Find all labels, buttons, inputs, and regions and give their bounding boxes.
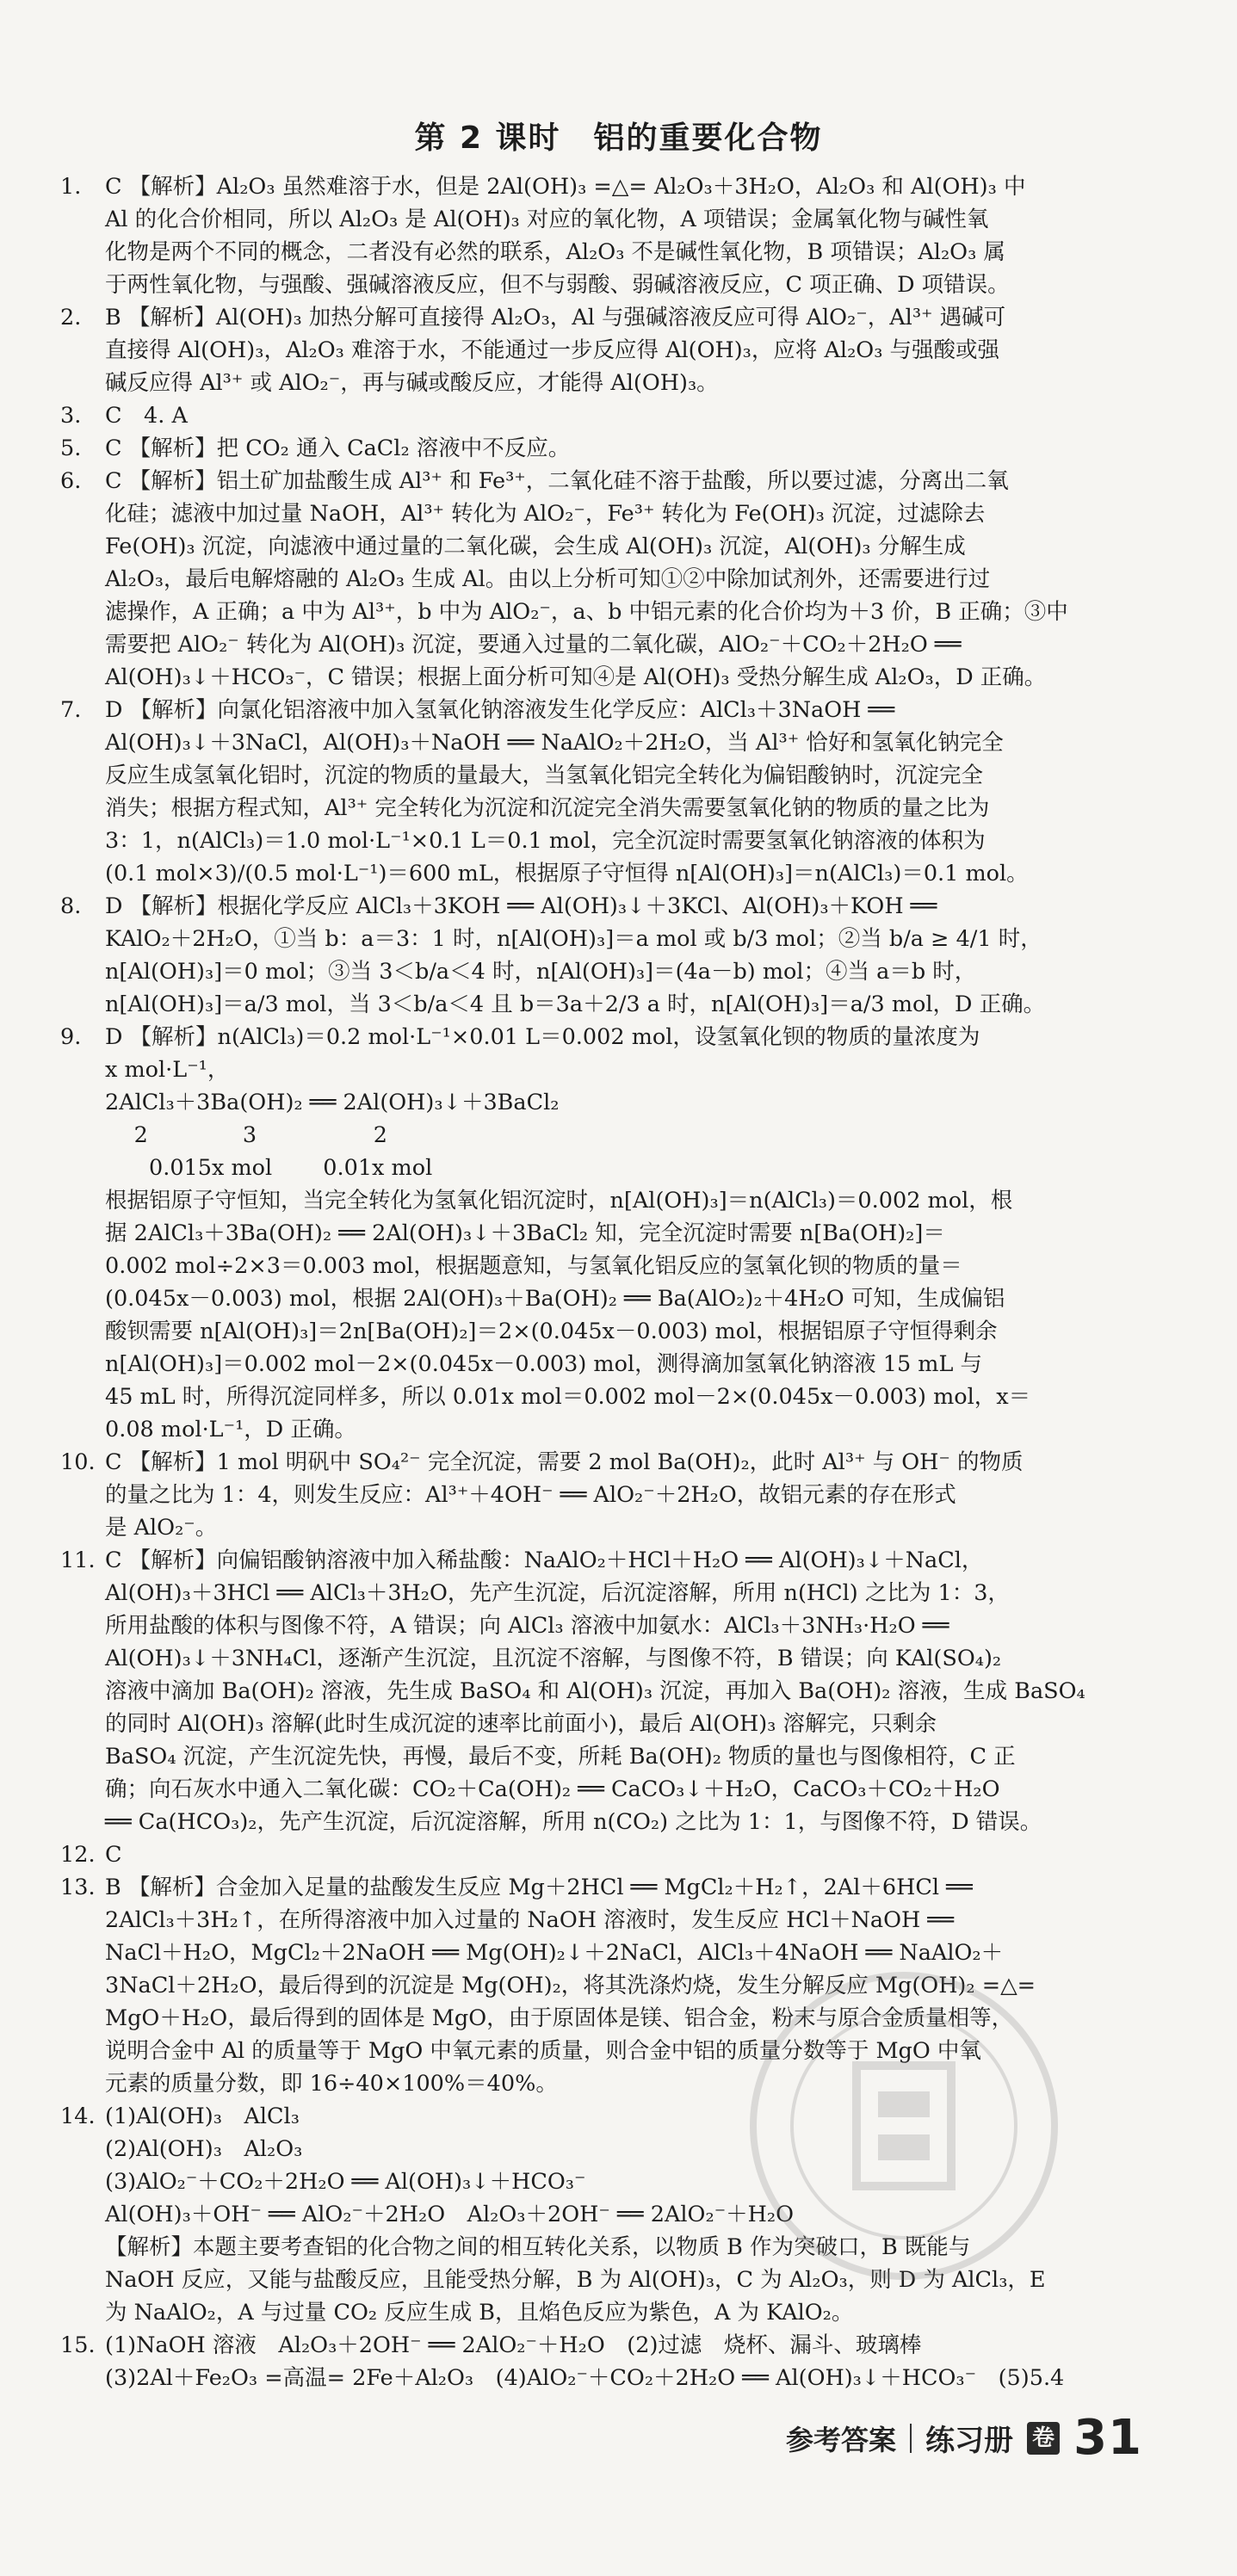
- answer-body: [105, 890, 1179, 1021]
- answer-line: D 【解析】根据化学反应 AlCl₃＋3KOH ══ Al(OH)₃↓＋3KCl、Al(OH)₃＋KOH ══: [105, 893, 937, 919]
- footer-badge: 卷: [1027, 2422, 1060, 2455]
- answer-line: 0.015x mol 0.01x mol: [105, 1155, 433, 1181]
- answer-line: B 【解析】合金加入足量的盐酸发生反应 Mg＋2HCl ══ MgCl₂＋H₂↑，2Al＋6HCl ══: [105, 1875, 973, 1900]
- answer-line: 0.08 mol·L⁻¹，D 正确。: [105, 1417, 356, 1442]
- answer-item: [60, 1544, 1179, 1838]
- answer-line: (0.045x－0.003) mol，根据 2Al(OH)₃＋Ba(OH)₂ ══ Ba(AlO₂)₂＋4H₂O 可知，生成偏铝: [105, 1286, 1005, 1312]
- answer-line: (3)AlO₂⁻＋CO₂＋2H₂O ══ Al(OH)₃↓＋HCO₃⁻: [105, 2169, 586, 2195]
- answer-line: C 【解析】1 mol 明矾中 SO₄²⁻ 完全沉淀，需要 2 mol Ba(OH)₂，此时 Al³⁺ 与 OH⁻ 的物质: [105, 1449, 1024, 1475]
- answer-line: Al 的化合价相同，所以 Al₂O₃ 是 Al(OH)₃ 对应的氧化物，A 项错误；金属氧化物与碱性氧: [105, 207, 989, 232]
- answer-line: (0.1 mol×3)/(0.5 mol·L⁻¹)＝600 mL，根据原子守恒得 n[Al(OH)₃]＝n(AlCl₃)＝0.1 mol。: [105, 861, 1029, 886]
- answer-body: [105, 432, 1179, 465]
- answer-line: NaCl＋H₂O，MgCl₂＋2NaOH ══ Mg(OH)₂↓＋2NaCl，AlCl₃＋4NaOH ══ NaAlO₂＋: [105, 1940, 1004, 1966]
- answer-line: C 4. A: [105, 403, 188, 429]
- answer-line: (1)Al(OH)₃ AlCl₃: [105, 2103, 300, 2129]
- answer-line: n[Al(OH)₃]＝0 mol；③当 3＜b/a＜4 时，n[Al(OH)₃]＝(4a－b) mol；④当 a＝b 时，: [105, 959, 977, 985]
- answer-item: [60, 1446, 1179, 1544]
- answer-line: 2 3 2: [105, 1122, 387, 1148]
- answer-body: [105, 301, 1179, 399]
- page-footer: [786, 2410, 1142, 2466]
- answer-line: C: [105, 1842, 122, 1868]
- answer-number: 3.: [60, 403, 82, 429]
- answer-line: n[Al(OH)₃]＝a/3 mol，当 3＜b/a＜4 且 b＝3a＋2/3 a 时，n[Al(OH)₃]＝a/3 mol，D 正确。: [105, 991, 1046, 1017]
- answer-line: 化硅；滤液中加过量 NaOH，Al³⁺ 转化为 AlO₂⁻，Fe³⁺ 转化为 Fe(OH)₃ 沉淀，过滤除去: [105, 501, 986, 527]
- answer-line: D 【解析】n(AlCl₃)＝0.2 mol·L⁻¹×0.01 L＝0.002 mol，设氢氧化钡的物质的量浓度为: [105, 1024, 980, 1050]
- answer-line: C 【解析】向偏铝酸钠溶液中加入稀盐酸：NaAlO₂＋HCl＋H₂O ══ Al(OH)₃↓＋NaCl，: [105, 1547, 984, 1573]
- answer-line: 【解析】本题主要考查铝的化合物之间的相互转化关系，以物质 B 作为突破口，B 既能与: [105, 2234, 971, 2260]
- answer-line: C 【解析】把 CO₂ 通入 CaCl₂ 溶液中不反应。: [105, 436, 571, 461]
- answer-item: [60, 465, 1179, 694]
- answer-body: [105, 1838, 1179, 1871]
- answer-body: [105, 170, 1179, 301]
- answer-line: 45 mL 时，所得沉淀同样多，所以 0.01x mol＝0.002 mol－2×(0.045x－0.003) mol，x＝: [105, 1384, 1031, 1410]
- answer-line: 根据铝原子守恒知，当完全转化为氢氧化铝沉淀时，n[Al(OH)₃]＝n(AlCl₃)＝0.002 mol，根: [105, 1188, 1013, 1214]
- answer-item: [60, 890, 1179, 1021]
- answer-line: ══ Ca(HCO₃)₂，先产生沉淀，后沉淀溶解，所用 n(CO₂) 之比为 1：1，与图像不符，D 错误。: [105, 1809, 1042, 1835]
- answer-number: 11.: [60, 1547, 96, 1573]
- answer-body: [105, 694, 1179, 890]
- answer-number: 6.: [60, 468, 82, 494]
- answer-line: 3NaCl＋2H₂O，最后得到的沉淀是 Mg(OH)₂，将其洗涤灼烧，发生分解反应 Mg(OH)₂ =△=: [105, 1973, 1036, 1998]
- answer-line: 碱反应得 Al³⁺ 或 AlO₂⁻，再与碱或酸反应，才能得 Al(OH)₃。: [105, 370, 719, 396]
- answer-number: 15.: [60, 2332, 96, 2358]
- page-title: 第 2 课时 铝的重要化合物: [414, 120, 823, 156]
- answer-line: Al(OH)₃＋3HCl ══ AlCl₃＋3H₂O，先产生沉淀，后沉淀溶解，所用 n(HCl) 之比为 1：3，: [105, 1580, 1010, 1606]
- answer-line: 3：1，n(AlCl₃)＝1.0 mol·L⁻¹×0.1 L＝0.1 mol，完全沉淀时需要氢氧化钠溶液的体积为: [105, 828, 986, 854]
- answer-body: [105, 1446, 1179, 1544]
- page-number: 31: [1073, 2410, 1142, 2466]
- answer-line: x mol·L⁻¹，: [105, 1057, 230, 1083]
- answer-line: Fe(OH)₃ 沉淀，向滤液中通过量的二氧化碳，会生成 Al(OH)₃ 沉淀，Al(OH)₃ 分解生成: [105, 534, 966, 559]
- answer-number: 5.: [60, 436, 82, 461]
- answer-line: 的量之比为 1：4，则发生反应：Al³⁺＋4OH⁻ ══ AlO₂⁻＋2H₂O，故铝元素的存在形式: [105, 1482, 956, 1508]
- answer-line: NaOH 反应，又能与盐酸反应，且能受热分解，B 为 Al(OH)₃，C 为 Al₂O₃，则 D 为 AlCl₃，E: [105, 2267, 1046, 2293]
- answer-line: 的同时 Al(OH)₃ 溶解(此时生成沉淀的速率比前面小)，最后 Al(OH)₃ 溶解完，只剩余: [105, 1711, 937, 1737]
- answer-line: (3)2Al＋Fe₂O₃ =高温= 2Fe＋Al₂O₃ (4)AlO₂⁻＋CO₂＋2H₂O ══ Al(OH)₃↓＋HCO₃⁻ (5)5.4: [105, 2365, 1065, 2391]
- answer-line: B 【解析】Al(OH)₃ 加热分解可直接得 Al₂O₃，Al 与强碱溶液反应可得 AlO₂⁻，Al³⁺ 遇碱可: [105, 305, 1006, 330]
- answer-line: 是 AlO₂⁻。: [105, 1515, 218, 1541]
- answer-line: 于两性氧化物，与强酸、强碱溶液反应，但不与弱酸、弱碱溶液反应，C 项正确、D 项错误。: [105, 272, 1010, 298]
- answer-line: 所用盐酸的体积与图像不符，A 错误；向 AlCl₃ 溶液中加氨水：AlCl₃＋3NH₃·H₂O ══: [105, 1613, 949, 1639]
- answer-line: Al₂O₃，最后电解熔融的 Al₂O₃ 生成 Al。由以上分析可知①②中除加试剂外，还需要进行过: [105, 566, 991, 592]
- answer-item: [60, 301, 1179, 399]
- answer-line: KAlO₂＋2H₂O，①当 b：a＝3：1 时，n[Al(OH)₃]＝a mol 或 b/3 mol；②当 b/a ≥ 4/1 时，: [105, 926, 1042, 952]
- answer-number: 1.: [60, 174, 82, 200]
- answer-line: 0.002 mol÷2×3＝0.003 mol，根据题意知，与氢氧化铝反应的氢氧化钡的物质的量＝: [105, 1253, 962, 1279]
- answer-line: Al(OH)₃↓＋HCO₃⁻，C 错误；根据上面分析可知④是 Al(OH)₃ 受热分解生成 Al₂O₃，D 正确。: [105, 664, 1047, 690]
- answer-line: 溶液中滴加 Ba(OH)₂ 溶液，先生成 BaSO₄ 和 Al(OH)₃ 沉淀，再加入 Ba(OH)₂ 溶液，生成 BaSO₄: [105, 1678, 1085, 1704]
- answer-number: 14.: [60, 2103, 96, 2129]
- answer-line: 确；向石灰水中通入二氧化碳：CO₂＋Ca(OH)₂ ══ CaCO₃↓＋H₂O，CaCO₃＋CO₂＋H₂O: [105, 1776, 1000, 1802]
- answer-line: D 【解析】向氯化铝溶液中加入氢氧化钠溶液发生化学反应：AlCl₃＋3NaOH ══: [105, 697, 895, 723]
- answer-number: 9.: [60, 1024, 82, 1050]
- answer-line: BaSO₄ 沉淀，产生沉淀先快，再慢，最后不变，所耗 Ba(OH)₂ 物质的量也与图像相符，C 正: [105, 1744, 1016, 1770]
- answer-number: 12.: [60, 1842, 96, 1868]
- footer-label-answers: 参考答案: [786, 2423, 897, 2456]
- answer-number: 2.: [60, 305, 82, 330]
- answer-item: [60, 170, 1179, 301]
- answer-line: 滤操作，A 正确；a 中为 Al³⁺，b 中为 AlO₂⁻，a、b 中铝元素的化合价均为＋3 价，B 正确；③中: [105, 599, 1068, 625]
- answer-line: C 【解析】Al₂O₃ 虽然难溶于水，但是 2Al(OH)₃ =△= Al₂O₃＋3H₂O，Al₂O₃ 和 Al(OH)₃ 中: [105, 174, 1026, 200]
- answer-line: MgO＋H₂O，最后得到的固体是 MgO，由于原固体是镁、铝合金，粉末与原合金质量相等，: [105, 2005, 1014, 2031]
- answer-line: 需要把 AlO₂⁻ 转化为 Al(OH)₃ 沉淀，要通入过量的二氧化碳，AlO₂⁻＋CO₂＋2H₂O ══: [105, 632, 962, 658]
- answer-item: [60, 694, 1179, 890]
- answer-line: 元素的质量分数，即 16÷40×100%＝40%。: [105, 2071, 558, 2097]
- answer-line: 消失；根据方程式知，Al³⁺ 完全转化为沉淀和沉淀完全消失需要氢氧化钠的物质的量之比为: [105, 795, 990, 821]
- watermark-stamp-icon: [740, 1962, 1067, 2289]
- answer-body: [105, 2329, 1179, 2394]
- answer-line: Al(OH)₃↓＋3NaCl，Al(OH)₃＋NaOH ══ NaAlO₂＋2H₂O，当 Al³⁺ 恰好和氢氧化钠完全: [105, 730, 1004, 756]
- answer-line: 酸钡需要 n[Al(OH)₃]＝2n[Ba(OH)₂]＝2×(0.045x－0.003) mol，根据铝原子守恒得剩余: [105, 1319, 998, 1344]
- answer-line: 化物是两个不同的概念，二者没有必然的联系，Al₂O₃ 不是碱性氧化物，B 项错误；Al₂O₃ 属: [105, 239, 1005, 265]
- answer-line: 2AlCl₃＋3H₂↑，在所得溶液中加入过量的 NaOH 溶液时，发生反应 HCl＋NaOH ══: [105, 1907, 955, 1933]
- answer-line: Al(OH)₃↓＋3NH₄Cl，逐渐产生沉淀，且沉淀不溶解，与图像不符，B 错误；向 KAl(SO₄)₂: [105, 1646, 1002, 1671]
- footer-label-workbook: 练习册: [925, 2424, 1014, 2458]
- answer-item: [60, 1021, 1179, 1446]
- answer-line: C 【解析】铝土矿加盐酸生成 Al³⁺ 和 Fe³⁺，二氧化硅不溶于盐酸，所以要过滤，分离出二氧: [105, 468, 1009, 494]
- answer-item: [60, 399, 1179, 432]
- answer-line: 直接得 Al(OH)₃，Al₂O₃ 难溶于水，不能通过一步反应得 Al(OH)₃，应将 Al₂O₃ 与强酸或强: [105, 337, 1000, 363]
- answer-body: [105, 1021, 1179, 1446]
- answer-line: 据 2AlCl₃＋3Ba(OH)₂ ══ 2Al(OH)₃↓＋3BaCl₂ 知，完全沉淀时需要 n[Ba(OH)₂]＝: [105, 1220, 945, 1246]
- answer-body: [105, 465, 1179, 694]
- answer-number: 8.: [60, 893, 82, 919]
- answer-line: (1)NaOH 溶液 Al₂O₃＋2OH⁻ ══ 2AlO₂⁻＋H₂O (2)过滤 烧杯、漏斗、玻璃棒: [105, 2332, 922, 2358]
- answer-item: [60, 1838, 1179, 1871]
- answer-number: 10.: [60, 1449, 96, 1475]
- answer-line: n[Al(OH)₃]＝0.002 mol－2×(0.045x－0.003) mol，测得滴加氢氧化钠溶液 15 mL 与: [105, 1351, 982, 1377]
- answer-item: [60, 432, 1179, 465]
- answer-line: Al(OH)₃＋OH⁻ ══ AlO₂⁻＋2H₂O Al₂O₃＋2OH⁻ ══ 2AlO₂⁻＋H₂O: [105, 2202, 795, 2227]
- answer-line: 反应生成氢氧化铝时，沉淀的物质的量最大，当氢氧化铝完全转化为偏铝酸钠时，沉淀完全: [105, 763, 984, 788]
- answer-line: 说明合金中 Al 的质量等于 MgO 中氧元素的质量，则合金中铝的质量分数等于 MgO 中氧: [105, 2038, 981, 2064]
- answer-number: 7.: [60, 697, 82, 723]
- answer-line: 为 NaAlO₂，A 与过量 CO₂ 反应生成 B，且焰色反应为紫色，A 为 KAlO₂。: [105, 2300, 854, 2326]
- answer-line: (2)Al(OH)₃ Al₂O₃: [105, 2136, 303, 2162]
- answer-number: 13.: [60, 1875, 96, 1900]
- footer-divider: [910, 2424, 912, 2453]
- answer-body: [105, 399, 1179, 432]
- answer-line: 2AlCl₃＋3Ba(OH)₂ ══ 2Al(OH)₃↓＋3BaCl₂: [105, 1090, 560, 1115]
- answer-body: [105, 1544, 1179, 1838]
- answer-item: [60, 2329, 1179, 2394]
